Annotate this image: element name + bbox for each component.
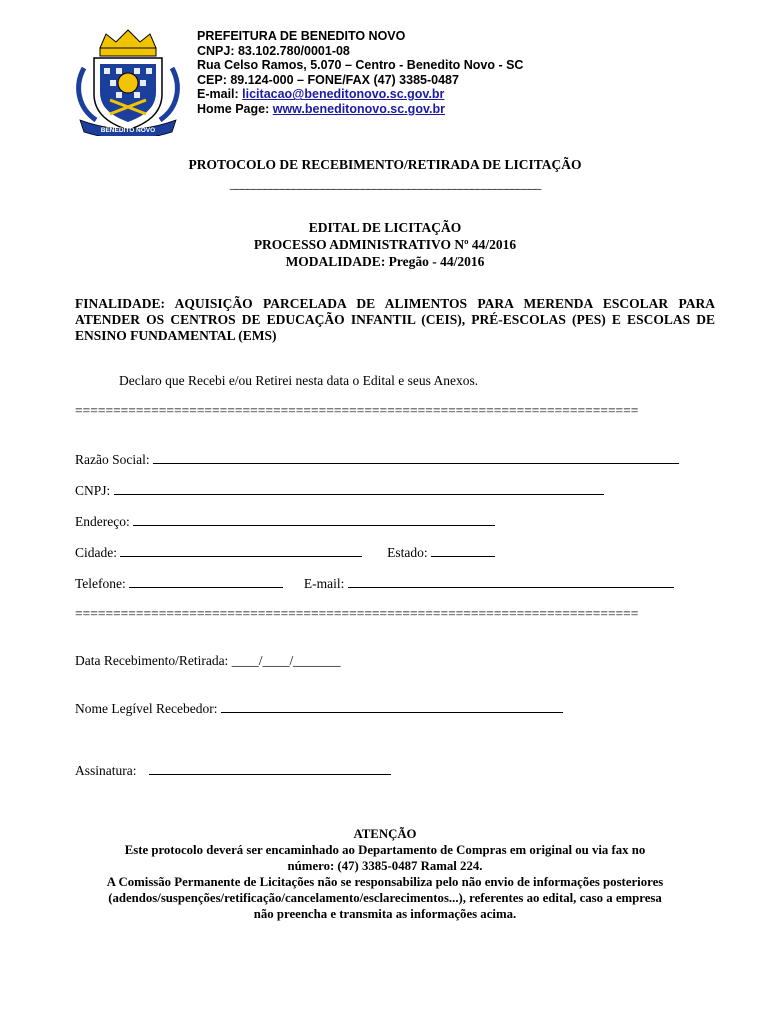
cnpj-label: CNPJ: bbox=[75, 483, 111, 498]
email-field[interactable] bbox=[348, 575, 674, 588]
telefone-label: Telefone: bbox=[75, 576, 126, 591]
cnpj-field[interactable] bbox=[114, 482, 604, 495]
assinatura-label: Assinatura: bbox=[75, 763, 137, 778]
crest-banner-text: BENEDITO NOVO bbox=[100, 127, 156, 134]
email-label: E-mail: bbox=[303, 576, 345, 591]
org-email-line: E-mail: licitacao@beneditonovo.sc.gov.br bbox=[197, 87, 445, 102]
estado-label: Estado: bbox=[387, 545, 428, 560]
org-name: PREFEITURA DE BENEDITO NOVO bbox=[197, 29, 406, 43]
org-cep-phone: CEP: 89.124-000 – FONE/FAX (47) 3385-0487 bbox=[197, 72, 459, 87]
nome-label: Nome Legível Recebedor: bbox=[75, 701, 218, 716]
telefone-field[interactable] bbox=[129, 575, 283, 588]
estado-field[interactable] bbox=[431, 544, 495, 557]
email-link[interactable]: licitacao@beneditonovo.sc.gov.br bbox=[242, 87, 445, 102]
attention-title: ATENÇÃO bbox=[353, 827, 417, 841]
data-row bbox=[75, 653, 340, 669]
org-address: Rua Celso Ramos, 5.070 – Centro - Benedito Novo - SC bbox=[197, 58, 524, 73]
attention-line: (adendos/suspenções/retificação/cancelamento/esclarecimentos...), referentes ao edital, caso a empresa bbox=[108, 891, 662, 905]
edital-block bbox=[0, 219, 770, 270]
org-cnpj: CNPJ: 83.102.780/0001-08 bbox=[197, 43, 350, 58]
edital-line: EDITAL DE LICITAÇÃO bbox=[308, 220, 462, 235]
declaration-text: Declaro que Recebi e/ou Retirei nesta data o Edital e seus Anexos. bbox=[119, 373, 479, 388]
document-title: PROTOCOLO DE RECEBIMENTO/RETIRADA DE LICITAÇÃO bbox=[188, 157, 582, 172]
endereco-label: Endereço: bbox=[75, 514, 130, 529]
title-underline: ______________________________________________________ bbox=[229, 176, 541, 191]
letterhead-text bbox=[197, 29, 523, 117]
razao-social-label: Razão Social: bbox=[75, 452, 150, 467]
separator-top: ========================================================================== bbox=[75, 403, 639, 418]
processo-line: PROCESSO ADMINISTRATIVO Nº 44/2016 bbox=[253, 237, 517, 252]
attention-line: não preencha e transmita as informações acima. bbox=[253, 907, 517, 921]
attention-line: número: (47) 3385-0487 Ramal 224. bbox=[287, 859, 483, 873]
cidade-row bbox=[75, 544, 495, 561]
data-field[interactable]: ____/____/_______ bbox=[231, 653, 341, 668]
nome-field[interactable] bbox=[221, 700, 563, 713]
modalidade-line: MODALIDADE: Pregão - 44/2016 bbox=[285, 254, 485, 269]
attention-line: Este protocolo deverá ser encaminhado ao Departamento de Compras em original ou via fax no bbox=[124, 843, 646, 857]
nome-row bbox=[75, 700, 563, 717]
endereco-field[interactable] bbox=[133, 513, 495, 526]
separator-bottom: ========================================================================== bbox=[75, 606, 639, 621]
letterhead bbox=[70, 26, 710, 146]
attention-line: A Comissão Permanente de Licitações não se responsabiliza pelo não envio de informações posteriores bbox=[106, 875, 664, 889]
assinatura-row bbox=[75, 762, 391, 779]
cidade-label: Cidade: bbox=[75, 545, 117, 560]
endereco-row bbox=[75, 513, 495, 530]
cidade-field[interactable] bbox=[120, 544, 362, 557]
telefone-row bbox=[75, 575, 674, 592]
razao-social-field[interactable] bbox=[153, 451, 679, 464]
finalidade-text: FINALIDADE: AQUISIÇÃO PARCELADA DE ALIMENTOS PARA MERENDA ESCOLAR PARA ATENDER OS CENTROS DE EDUCAÇÃO INFANTIL (CEIS), PRÉ-ESCOLAS (PES) E ESCOLAS DE ENSINO FUNDAMENTAL (EMS) bbox=[75, 296, 715, 343]
municipal-crest-logo bbox=[70, 28, 186, 136]
razao-social-row bbox=[75, 451, 679, 468]
data-label: Data Recebimento/Retirada: bbox=[75, 653, 229, 668]
attention-notice bbox=[60, 826, 710, 922]
cnpj-row bbox=[75, 482, 604, 499]
homepage-link[interactable]: www.beneditonovo.sc.gov.br bbox=[272, 101, 445, 116]
org-homepage-line: Home Page: www.beneditonovo.sc.gov.br bbox=[197, 101, 445, 116]
assinatura-field[interactable] bbox=[149, 762, 391, 775]
